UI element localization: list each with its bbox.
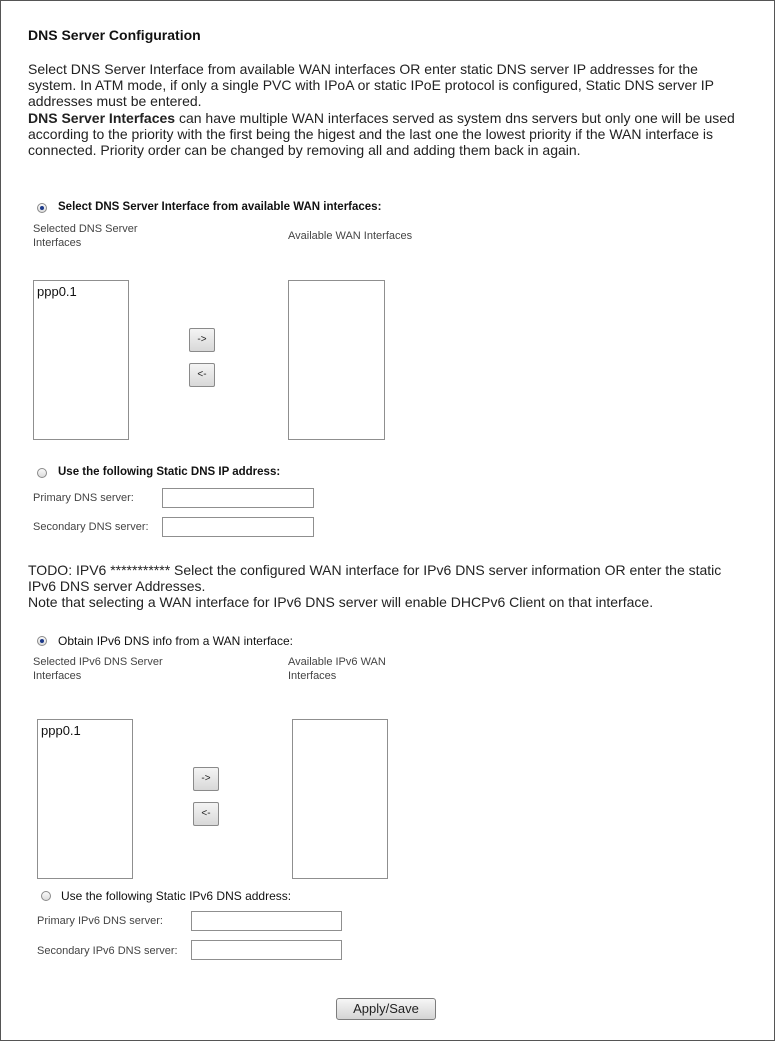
ipv6-selected-label: Selected IPv6 DNS Server Interfaces	[33, 656, 163, 682]
list-item[interactable]: ppp0.1	[37, 284, 77, 299]
priority-body: can have multiple WAN interfaces served as system dns servers but only one will be used according to the priority with the first being the higest and the last one the lowest priority if the WAN interface is connected. Priority order can be changed by removing all and adding them back in again.	[28, 110, 735, 158]
ipv4-available-listbox[interactable]	[288, 280, 385, 440]
ipv4-primary-label: Primary DNS server:	[33, 492, 134, 504]
ipv6-secondary-dns-input[interactable]	[191, 940, 342, 960]
intro-text: Select DNS Server Interface from available WAN interfaces OR enter static DNS server IP addresses for the system. In ATM mode, if only a single PVC with IPoA or static IPoE protocol is configured, Static DNS server IP addresses must be entered.	[28, 61, 714, 109]
ipv6-move-left-button[interactable]: <-	[193, 802, 219, 826]
ipv4-static-radio[interactable]	[37, 468, 47, 478]
ipv4-secondary-label: Secondary DNS server:	[33, 521, 149, 533]
ipv6-static-radio-label: Use the following Static IPv6 DNS address:	[61, 889, 292, 903]
ipv4-secondary-dns-input[interactable]	[162, 517, 314, 537]
ipv4-move-right-button[interactable]: ->	[189, 328, 215, 352]
ipv4-selected-label: Selected DNS Server Interfaces	[33, 223, 138, 249]
ipv6-available-listbox[interactable]	[292, 719, 388, 879]
ipv6-dhcp-note: Note that selecting a WAN interface for IPv6 DNS server will enable DHCPv6 Client on that interface.	[28, 594, 654, 610]
ipv6-primary-label: Primary IPv6 DNS server:	[37, 915, 163, 927]
ipv6-primary-dns-input[interactable]	[191, 911, 342, 931]
ipv4-static-radio-label: Use the following Static DNS IP address:	[58, 466, 281, 478]
ipv6-secondary-label: Secondary IPv6 DNS server:	[37, 945, 178, 957]
ipv4-available-label: Available WAN Interfaces	[288, 230, 413, 242]
page-title: DNS Server Configuration	[28, 27, 201, 43]
apply-save-button[interactable]: Apply/Save	[336, 998, 436, 1020]
ipv6-available-label: Available IPv6 WAN Interfaces	[288, 656, 386, 682]
ipv6-note: TODO: IPV6 *********** Select the configured WAN interface for IPv6 DNS server information OR enter the static IPv6 DNS server Addresses.	[28, 562, 722, 594]
ipv6-move-right-button[interactable]: ->	[193, 767, 219, 791]
ipv6-interface-radio[interactable]	[37, 636, 47, 646]
ipv4-move-left-button[interactable]: <-	[189, 363, 215, 387]
ipv4-interface-radio[interactable]	[37, 203, 47, 213]
list-item[interactable]: ppp0.1	[41, 723, 81, 738]
ipv4-selected-listbox[interactable]	[33, 280, 129, 440]
ipv4-interface-radio-label: Select DNS Server Interface from available WAN interfaces:	[58, 201, 382, 213]
priority-bold: DNS Server Interfaces	[28, 110, 176, 126]
ipv6-interface-radio-label: Obtain IPv6 DNS info from a WAN interface:	[58, 634, 293, 648]
ipv6-static-radio[interactable]	[41, 891, 51, 901]
ipv6-selected-listbox[interactable]	[37, 719, 133, 879]
ipv4-primary-dns-input[interactable]	[162, 488, 314, 508]
priority-text	[28, 110, 743, 158]
